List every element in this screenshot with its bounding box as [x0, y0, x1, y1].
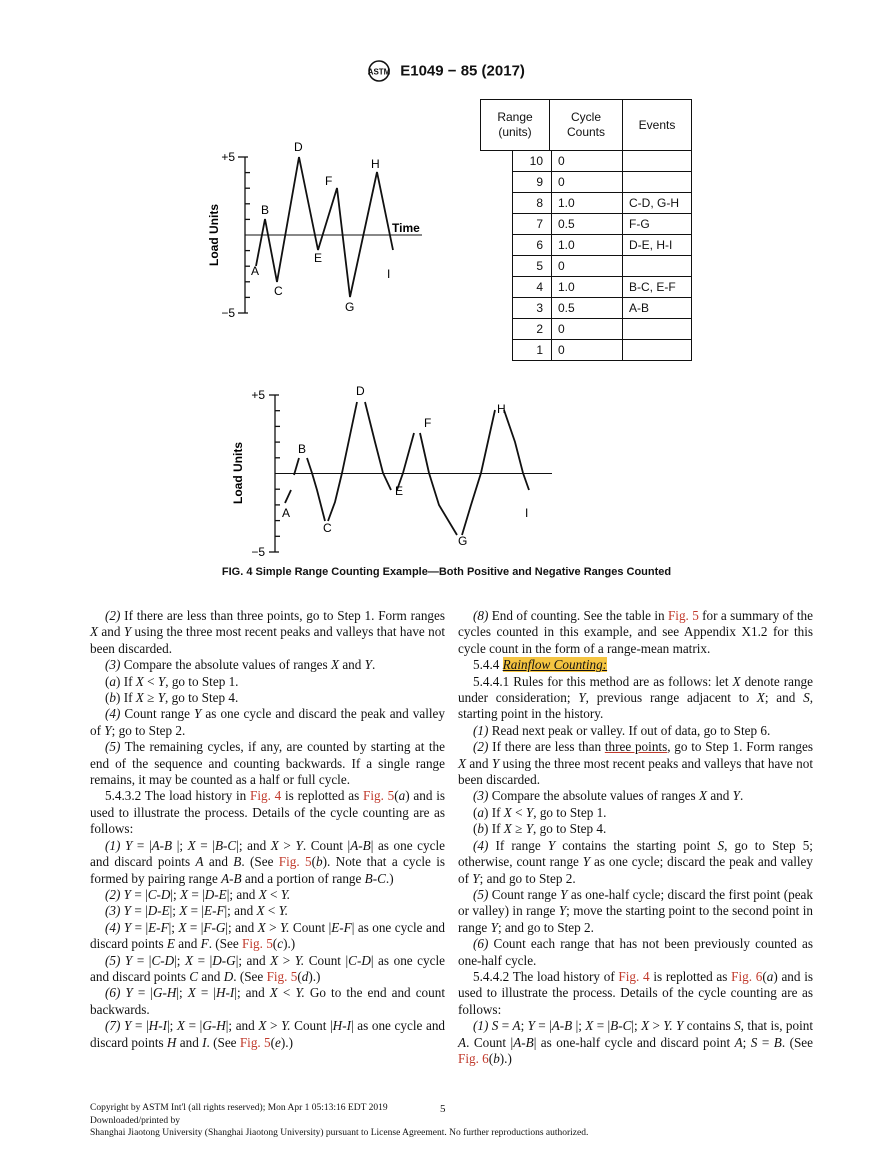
fig5-link[interactable]: Fig. 5	[667, 608, 699, 623]
range-cell: 9	[513, 172, 552, 193]
events-cell	[623, 172, 692, 193]
cycle-count-cell: 0	[552, 256, 623, 277]
cycle-count-cell: 1.0	[552, 193, 623, 214]
fig5c-link[interactable]: Fig. 5	[242, 936, 273, 952]
cycle-count-cell: 0.5	[552, 214, 623, 235]
events-cell: A-B	[623, 298, 692, 319]
range-cell: 5	[513, 256, 552, 277]
range-cell: 7	[513, 214, 552, 235]
table-row	[513, 235, 692, 256]
figure-caption: FIG. 4 Simple Range Counting Example—Both Positive and Negative Ranges Counted	[221, 566, 672, 578]
copyright-line: Copyright by ASTM Int'l (all rights reserved); Mon Apr 1 05:13:16 EDT 2019	[90, 1103, 388, 1113]
range-cell: 2	[513, 319, 552, 340]
fig5e-link[interactable]: Fig. 5	[239, 1034, 271, 1050]
astm-logo-icon	[368, 60, 390, 82]
point-label-d: D	[294, 140, 303, 154]
license-line: Shanghai Jiaotong University (Shanghai Jiaotong University) pursuant to License Agreement. No further reproductions authorized.	[90, 1128, 589, 1138]
chart-load-history-2	[225, 380, 555, 565]
table-row	[513, 151, 692, 172]
table-row	[513, 214, 692, 235]
table-header-row	[481, 100, 692, 151]
header-events: Events	[623, 100, 692, 151]
point-label-i: I	[525, 506, 529, 520]
table-row	[513, 340, 692, 361]
chart-load-history-1	[190, 135, 430, 325]
ymin-label: −5	[251, 545, 265, 559]
events-cell	[623, 340, 692, 361]
standard-designation: E1049 − 85 (2017)	[400, 62, 525, 80]
point-label-h: H	[371, 157, 380, 171]
point-label-f: F	[325, 174, 333, 188]
table-body	[512, 150, 692, 361]
range-cell: 4	[513, 277, 552, 298]
y-axis-label: Load Units	[231, 442, 245, 504]
point-label-c: C	[274, 284, 283, 298]
events-cell: B-C, E-F	[623, 277, 692, 298]
header-cycle-counts: Cycle Counts	[550, 100, 623, 151]
fig6a-link[interactable]: Fig. 6	[731, 968, 763, 984]
fig5b-link[interactable]: Fig. 5	[278, 854, 312, 870]
events-cell	[623, 319, 692, 340]
table-row	[513, 298, 692, 319]
point-label-b: B	[261, 203, 270, 217]
point-label-e: E	[395, 484, 404, 498]
table-row	[513, 193, 692, 214]
fig5a-link[interactable]: Fig. 5	[362, 788, 395, 804]
fig4-link-2[interactable]: Fig. 4	[618, 968, 650, 984]
header-range: Range (units)	[481, 100, 550, 151]
y-axis-label: Load Units	[207, 204, 221, 266]
point-label-b: B	[298, 442, 307, 456]
cycle-count-cell: 0	[552, 151, 623, 172]
range-cell: 10	[513, 151, 552, 172]
events-cell: D-E, H-I	[623, 235, 692, 256]
table-row	[513, 172, 692, 193]
rainflow-counting-heading: Rainflow Counting:	[502, 657, 608, 673]
cycle-count-cell: 0	[552, 319, 623, 340]
cycle-count-cell: 1.0	[552, 277, 623, 298]
events-cell: C-D, G-H	[623, 193, 692, 214]
ymax-label: +5	[251, 388, 265, 402]
page-number: 5	[440, 1103, 446, 1115]
cycle-count-cell: 1.0	[552, 235, 623, 256]
point-label-e: E	[314, 251, 323, 265]
fig6b-link[interactable]: Fig. 6	[458, 1050, 489, 1066]
ymax-label: +5	[221, 150, 235, 164]
cycle-count-cell: 0.5	[552, 298, 623, 319]
point-label-c: C	[323, 521, 332, 535]
download-line: Downloaded/printed by	[90, 1115, 180, 1126]
time-label: Time	[392, 221, 420, 235]
range-count-table	[480, 99, 692, 361]
range-cell: 8	[513, 193, 552, 214]
svg-text:ASTM: ASTM	[368, 67, 391, 77]
point-label-d: D	[356, 384, 365, 398]
ymin-label: −5	[221, 306, 235, 320]
table-row	[513, 277, 692, 298]
point-label-f: F	[424, 416, 432, 430]
fig4-link[interactable]: Fig. 4	[249, 788, 282, 804]
point-label-h: H	[497, 402, 506, 416]
point-label-g: G	[345, 300, 355, 314]
table-row	[513, 256, 692, 277]
table-row	[513, 319, 692, 340]
point-label-g: G	[458, 534, 468, 548]
point-label-a: A	[251, 264, 260, 278]
right-column: (8) End of counting. See the table in Fig. 5 for a summary of the cycles counted in this example, and see Appendix X1.2 for this cycle count in the form of a range-mean matrix. 5.4.4 Rainflow Counting: 5.4.4.1 Rules for this method are as follows: let X denote range under consideration; Y, previous range adjacent to X; and S, starting point in the history. (1) Read next peak or valley. If out of data, go to Step 6. (2) If there are less than three points, go to Step 1. Form ranges X and Y using the three most recent peaks and valleys that have not been discarded. (3) Compare the absolute values of ranges X and Y. (a) If X < Y, go to Step 1. (b) If X ≥ Y, go to Step 4. (4) If range Y contains the starting point S, go to Step 5; otherwise, count range Y as one cycle; discard the peak and valley of Y; and go to Step 2. (5) Count range Y as one-half cycle; discard the first point (peak or valley) in range Y; move the starting point to the second point in range Y; and go to Step 2. (6) Count each range that has not been previously counted as one-half cycle. 5.4.4.2 The load history of Fig. 4 is replotted as Fig. 6(a) and is used to illustrate the process. Details of the cycle counting are as follows: (1) S = A; Y = |A-B |; X = |B-C|; X > Y. Y contains S, that is, point A. Count |A-B| as one-half cycle and discard point A; S = B. (See Fig. 6(b).)	[458, 608, 814, 1066]
page-header	[0, 60, 893, 82]
events-cell	[623, 256, 692, 277]
point-label-i: I	[387, 267, 391, 281]
cycle-count-cell: 0	[552, 172, 623, 193]
events-cell	[623, 151, 692, 172]
range-cell: 1	[513, 340, 552, 361]
point-label-a: A	[282, 506, 291, 520]
fig5d-link[interactable]: Fig. 5	[266, 968, 298, 984]
events-cell: F-G	[623, 214, 692, 235]
load-history-segments	[285, 402, 529, 535]
cycle-count-cell: 0	[552, 340, 623, 361]
left-column: (2) If there are less than three points, go to Step 1. Form ranges X and Y using the three most recent peaks and valleys that have not been discarded. (3) Compare the absolute values of ranges X and Y. (a) If X < Y, go to Step 1. (b) If X ≥ Y, go to Step 4. (4) Count range Y as one cycle and discard the peak and valley of Y; go to Step 2. (5) The remaining cycles, if any, are counted by starting at the end of the sequence and counting backwards. If a single range remains, it may be counted as a half or full cycle. 5.4.3.2 The load history in Fig. 4 is replotted as Fig. 5(a) and is used to illustrate the process. Details of the cycle counting are as follows: (1) Y = |A-B |; X = |B-C|; and X > Y. Count |A-B| as one cycle and discard points A and B. (See Fig. 5(b). Note that a cycle is formed by pairing range A-B and a portion of range B-C.) (2) Y = |C-D|; X = |D-E|; and X < Y. (3) Y = |D-E|; X = |E-F|; and X < Y. (4) Y = |E-F|; X = |F-G|; and X > Y. Count |E-F| as one cycle and discard points E and F. (See Fig. 5(c).) (5) Y = |C-D|; X = |D-G|; and X > Y. Count |C-D| as one cycle and discard points C and D. (See Fig. 5(d).) (6) Y = |G-H|; X = |H-I|; and X < Y. Go to the end and count backwards. (7) Y = |H-I|; X = |G-H|; and X > Y. Count |H-I| as one cycle and discard points H and I. (See Fig. 5(e).)	[90, 608, 446, 1050]
range-cell: 6	[513, 235, 552, 256]
range-cell: 3	[513, 298, 552, 319]
